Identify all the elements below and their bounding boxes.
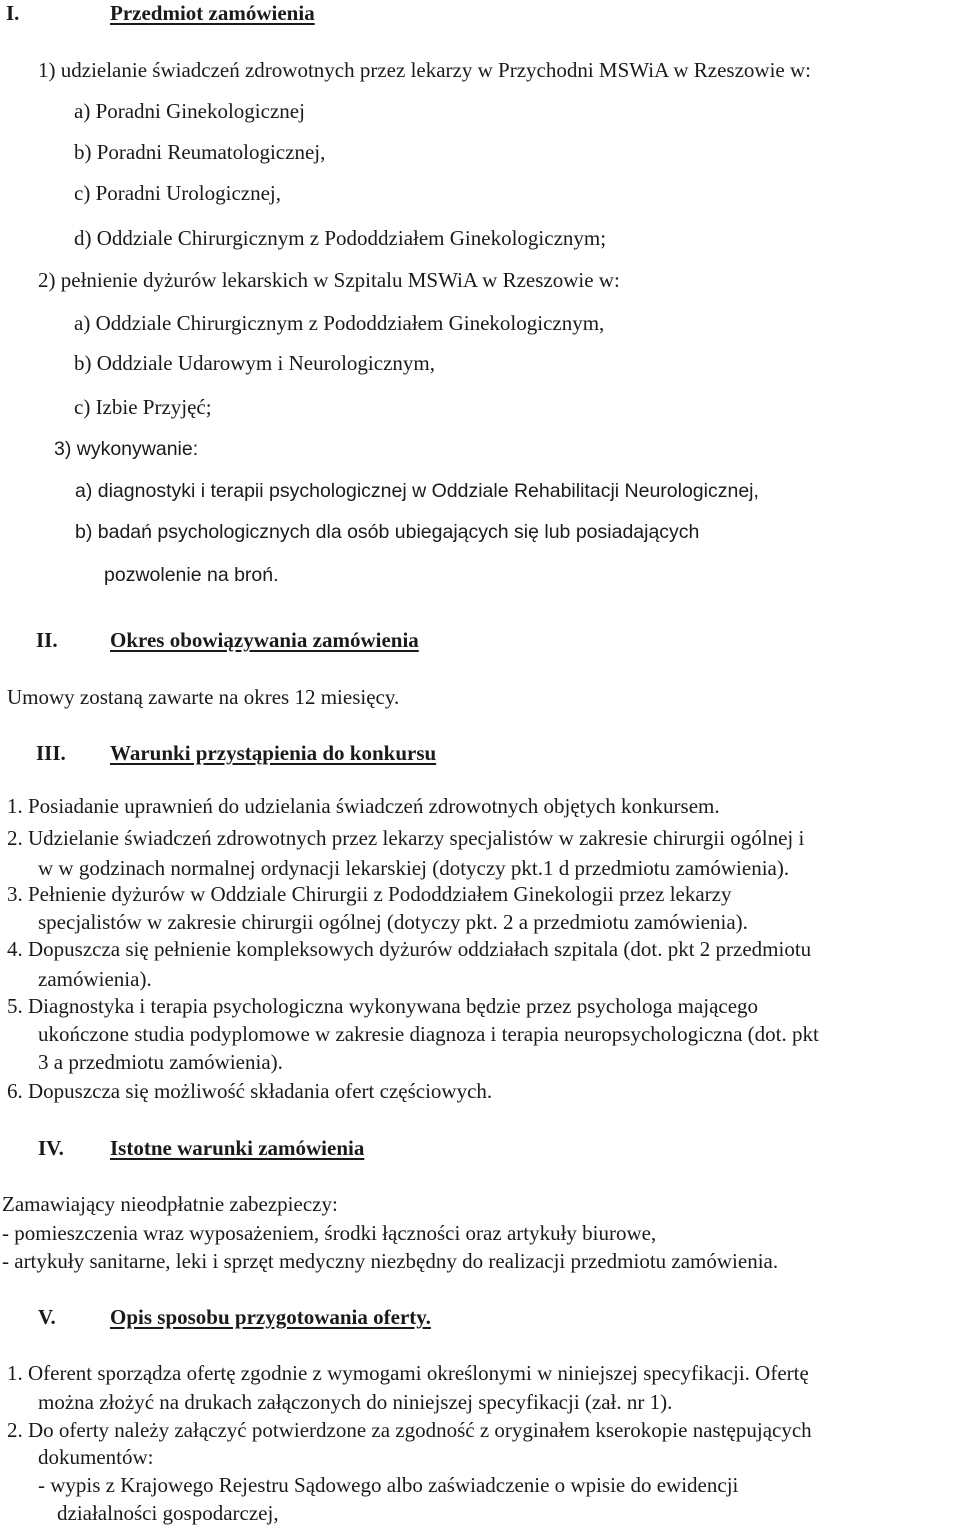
list-item: a) Oddziale Chirurgicznym z Pododdziałem Ginekologicznym, — [74, 311, 605, 335]
list-item: 1. Posiadanie uprawnień do udzielania świadczeń zdrowotnych objętych konkursem. — [7, 794, 720, 818]
list-item: b) Poradni Reumatologicznej, — [74, 140, 326, 164]
section-number: III. — [36, 741, 66, 765]
list-item: b) Oddziale Udarowym i Neurologicznym, — [74, 351, 435, 375]
list-item: pozwolenie na broń. — [104, 564, 279, 586]
section-title: Istotne warunki zamówienia — [110, 1136, 365, 1160]
list-item: c) Poradni Urologicznej, — [74, 181, 282, 205]
list-item-continued: w w godzinach normalnej ordynacji lekarskiej (dotyczy pkt.1 d przedmiotu zamówienia). — [38, 856, 790, 880]
list-item: 1) udzielanie świadczeń zdrowotnych przez lekarzy w Przychodni MSWiA w Rzeszowie w: — [38, 58, 811, 82]
bullet-item: - artykuły sanitarne, leki i sprzęt medyczny niezbędny do realizacji przedmiotu zamówienia. — [2, 1249, 779, 1273]
list-item-continued: dokumentów: — [38, 1445, 154, 1469]
section-heading-1 — [6, 0, 315, 26]
section-heading-3 — [36, 740, 437, 766]
section-number: I. — [6, 1, 20, 25]
list-item: c) Izbie Przyjęć; — [74, 395, 212, 419]
section-heading-4 — [38, 1135, 365, 1161]
list-item: d) Oddziale Chirurgicznym z Pododdziałem Ginekologicznym; — [74, 226, 607, 250]
list-item-continued: 3 a przedmiotu zamówienia). — [38, 1050, 283, 1074]
section-title: Okres obowiązywania zamówienia — [110, 628, 419, 652]
bullet-item: - wypis z Krajowego Rejestru Sądowego albo zaświadczenie o wpisie do ewidencji — [38, 1473, 739, 1497]
section-heading-2 — [36, 627, 419, 653]
section-number: V. — [38, 1305, 56, 1329]
list-item-continued: można złożyć na drukach załączonych do niniejszej specyfikacji (zał. nr 1). — [38, 1390, 673, 1414]
list-item: 3. Pełnienie dyżurów w Oddziale Chirurgii z Pododdziałem Ginekologii przez lekarzy — [7, 882, 732, 906]
list-item-continued: ukończone studia podyplomowe w zakresie diagnoza i terapia neuropsychologiczna (dot. pkt — [38, 1022, 819, 1046]
list-item: 6. Dopuszcza się możliwość składania ofert częściowych. — [7, 1079, 493, 1103]
section-title: Opis sposobu przygotowania oferty. — [110, 1305, 431, 1329]
list-item: a) Poradni Ginekologicznej — [74, 99, 305, 123]
section-title: Warunki przystąpienia do konkursu — [110, 741, 437, 765]
list-item-continued: specjalistów w zakresie chirurgii ogólnej (dotyczy pkt. 2 a przedmiotu zamówienia). — [38, 910, 748, 934]
list-item: 2. Udzielanie świadczeń zdrowotnych przez lekarzy specjalistów w zakresie chirurgii ogólnej i — [7, 826, 805, 850]
bullet-item-continued: działalności gospodarczej, — [57, 1501, 279, 1525]
section-title: Przedmiot zamówienia — [110, 1, 315, 25]
list-item: 1. Oferent sporządza ofertę zgodnie z wymogami określonymi w niniejszej specyfikacji. Ofertę — [7, 1361, 809, 1385]
section-number: IV. — [38, 1136, 64, 1160]
paragraph: Zamawiający nieodpłatnie zabezpieczy: — [2, 1192, 338, 1216]
list-item: 4. Dopuszcza się pełnienie kompleksowych dyżurów oddziałach szpitala (dot. pkt 2 przedmiotu — [7, 937, 812, 961]
list-item: 5. Diagnostyka i terapia psychologiczna wykonywana będzie przez psychologa mającego — [7, 994, 759, 1018]
bullet-item: - pomieszczenia wraz wyposażeniem, środki łączności oraz artykuły biurowe, — [2, 1221, 657, 1245]
list-item: 2) pełnienie dyżurów lekarskich w Szpitalu MSWiA w Rzeszowie w: — [38, 268, 620, 292]
list-item-continued: zamówienia). — [38, 967, 152, 991]
list-item: 2. Do oferty należy załączyć potwierdzone za zgodność z oryginałem kserokopie następujących — [7, 1418, 812, 1442]
section-heading-5 — [38, 1304, 431, 1330]
section-number: II. — [36, 628, 58, 652]
list-item: 3) wykonywanie: — [54, 438, 199, 460]
list-item: b) badań psychologicznych dla osób ubiegających się lub posiadających — [75, 521, 700, 543]
list-item: a) diagnostyki i terapii psychologicznej w Oddziale Rehabilitacji Neurologicznej, — [75, 480, 759, 502]
paragraph: Umowy zostaną zawarte na okres 12 miesięcy. — [7, 685, 400, 709]
